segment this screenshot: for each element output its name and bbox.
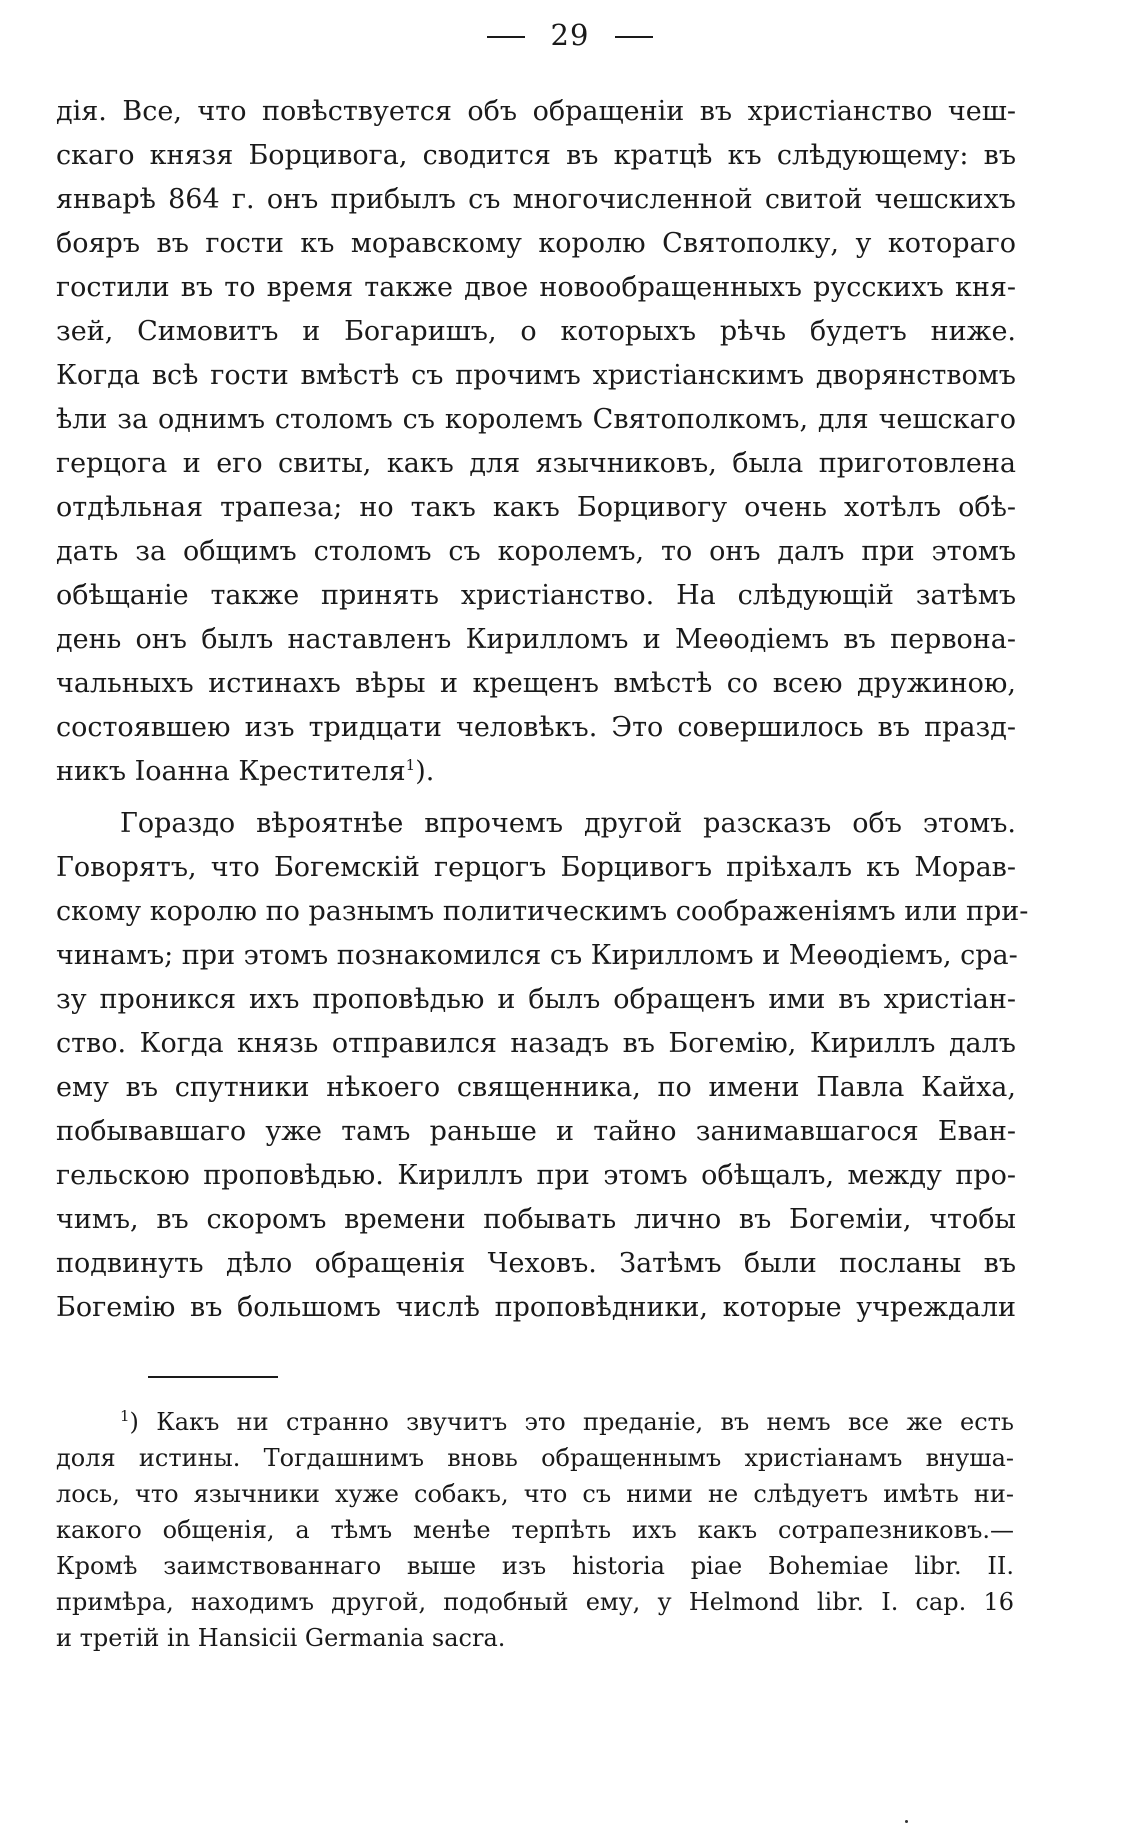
text-line: состоявшею изъ тридцати человѣкъ. Это совершилось въ празд- bbox=[56, 712, 1016, 743]
text-line: ѣли за однимъ столомъ съ королемъ Святополкомъ, для чешскаго bbox=[56, 404, 1016, 435]
text-line: Богемію въ большомъ числѣ проповѣдники, которые учреждали bbox=[56, 1292, 1016, 1323]
text-line: январѣ 864 г. онъ прибылъ съ многочисленной свитой чешскихъ bbox=[56, 184, 1016, 215]
page-number: 29 bbox=[550, 18, 590, 52]
text-line: чальныхъ истинахъ вѣры и крещенъ вмѣстѣ со всею дружиною, bbox=[56, 668, 1016, 699]
body-text bbox=[56, 90, 1029, 1330]
text-line: зу проникся ихъ проповѣдью и былъ обращенъ ими въ христіан- bbox=[56, 984, 1016, 1015]
text-line: ство. Когда князь отправился назадъ въ Богемію, Кириллъ далъ bbox=[56, 1028, 1016, 1059]
footnote-block bbox=[56, 1404, 1014, 1656]
text-line: Когда всѣ гости вмѣстѣ съ прочимъ христіанскимъ дворянствомъ bbox=[56, 360, 1016, 391]
text-line: гостили въ то время также двое новообращенныхъ русскихъ кня- bbox=[56, 272, 1016, 303]
text-fragment: Какъ ни странно звучитъ это преданіе, въ немъ все же есть bbox=[156, 1408, 1014, 1436]
text-line: подвинуть дѣло обращенія Чеховъ. Затѣмъ были посланы въ bbox=[56, 1248, 1016, 1279]
text-line: Говорятъ, что Богемскій герцогъ Борцивогъ пріѣхалъ къ Морав- bbox=[56, 852, 1016, 883]
text-line-indented: Гораздо вѣроятнѣе впрочемъ другой разсказъ объ этомъ. bbox=[120, 808, 1016, 839]
footnote-reference[interactable]: 1 bbox=[405, 756, 416, 774]
page-header bbox=[0, 18, 1140, 52]
paragraph-1 bbox=[56, 90, 1016, 794]
footnote-divider bbox=[148, 1376, 278, 1378]
text-line: скому королю по разнымъ политическимъ соображеніямъ или при- bbox=[56, 896, 1029, 927]
footnote-line: доля истины. Тогдашнимъ вновь обращеннымъ христіанамъ внуша- bbox=[56, 1444, 1014, 1472]
text-line: гельскою проповѣдью. Кириллъ при этомъ обѣщалъ, между про- bbox=[56, 1160, 1016, 1191]
footnote-line: лось, что язычники хуже собакъ, что съ ними не слѣдуетъ имѣть ни- bbox=[56, 1480, 1014, 1508]
header-dash-left bbox=[487, 36, 525, 38]
text-line: герцога и его свиты, какъ для язычниковъ, была приготовлена bbox=[56, 448, 1016, 479]
text-line: побывавшаго уже тамъ раньше и тайно занимавшагося Еван- bbox=[56, 1116, 1016, 1147]
paragraph-2 bbox=[56, 802, 1029, 1330]
text-line-last bbox=[56, 750, 1016, 794]
text-line: дія. Все, что повѣствуется объ обращеніи въ христіанство чеш- bbox=[56, 96, 1016, 127]
text-line: дать за общимъ столомъ съ королемъ, то онъ далъ при этомъ bbox=[56, 536, 1016, 567]
text-line: отдѣльная трапеза; но такъ какъ Борцивогу очень хотѣлъ обѣ- bbox=[56, 492, 1016, 523]
text-fragment: никъ Іоанна Крестителя bbox=[56, 756, 406, 787]
text-line: зей, Симовитъ и Богаришъ, о которыхъ рѣчь будетъ ниже. bbox=[56, 316, 1016, 347]
text-line: ему въ спутники нѣкоего священника, по имени Павла Кайха, bbox=[56, 1072, 1016, 1103]
footnote-line: Кромѣ заимствованнаго выше изъ historia piae Bohemiae libr. II. bbox=[56, 1552, 1014, 1580]
footnote-marker: 1 bbox=[120, 1407, 130, 1425]
text-line: обѣщаніе также принять христіанство. На слѣдующій затѣмъ bbox=[56, 580, 1016, 611]
footnote-line-first: $^1$) Какъ ни странно звучитъ это преданіе, въ немъ все же есть bbox=[120, 1407, 1014, 1436]
footnote-line-last: и третій in Hansicii Germania sacra. bbox=[56, 1624, 506, 1652]
header-dash-right bbox=[615, 36, 653, 38]
text-line: день онъ былъ наставленъ Кирилломъ и Меѳодіемъ въ первона- bbox=[56, 624, 1016, 655]
text-line: скаго князя Борцивога, сводится въ кратцѣ къ слѣдующему: въ bbox=[56, 140, 1016, 171]
text-line: чимъ, въ скоромъ времени побывать лично въ Богеміи, чтобы bbox=[56, 1204, 1016, 1235]
text-fragment: ). bbox=[415, 756, 435, 787]
footnote-line: какого общенія, а тѣмъ менѣе терпѣть ихъ какъ сотрапезниковъ.— bbox=[56, 1516, 1014, 1544]
text-line: чинамъ; при этомъ познакомился съ Кирилломъ и Меѳодіемъ, сра- bbox=[56, 940, 1018, 971]
footnote-line: примѣра, находимъ другой, подобный ему, у Helmond libr. I. cap. 16 bbox=[56, 1588, 1014, 1616]
text-line: бояръ въ гости къ моравскому королю Святополку, у котораго bbox=[56, 228, 1016, 259]
ink-speck bbox=[905, 1820, 908, 1823]
